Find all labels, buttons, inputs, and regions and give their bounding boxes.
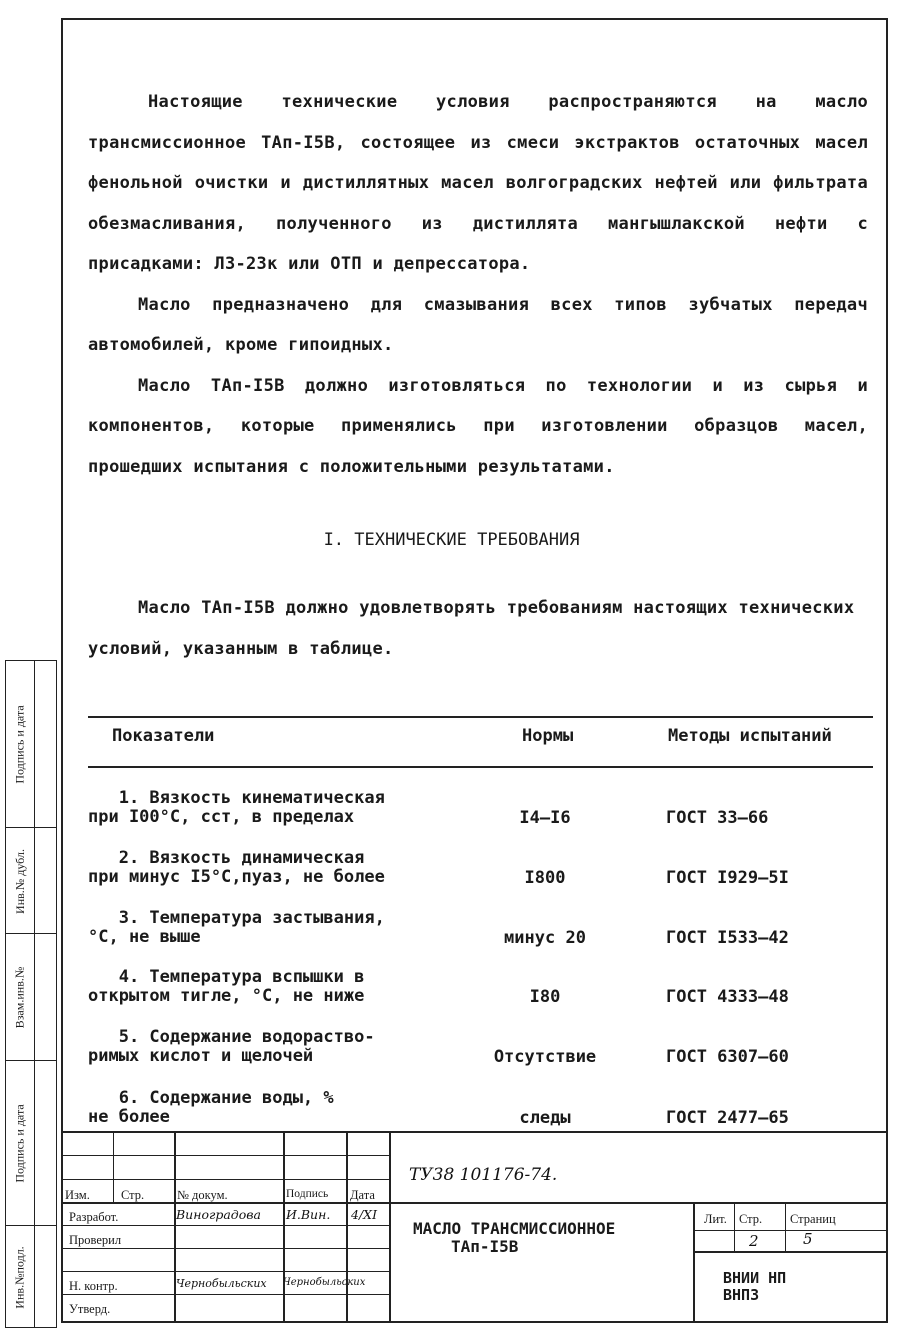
table-row-name: 5. Содержание водораство- римых кислот и щелочей bbox=[88, 1027, 375, 1066]
product-title-line-2: ТАп-I5В bbox=[451, 1237, 519, 1256]
stamp-line bbox=[61, 1155, 389, 1156]
stamp-line bbox=[174, 1131, 176, 1323]
table-row-norm: I800 bbox=[524, 868, 566, 888]
stamp-line bbox=[61, 1225, 389, 1226]
table-row-norm: I4–I6 bbox=[519, 808, 571, 828]
col-header-change: Изм. bbox=[65, 1188, 90, 1202]
intro-paragraph-1: Настоящие технические условия распространяются на масло трансмиссионное ТАп-I5В, состоящее из смеси экстрактов остаточных масел фенольной очистки и дистиллятных масел волгоградских нефтей или фильтрата обезмасливания, полученного из дистиллята мангышлакской нефти с присадками: ЛЗ-23к или ОТП и депрессатора. bbox=[88, 92, 868, 274]
stamp-line bbox=[61, 1179, 389, 1180]
table-row-method: ГОСТ 4333–48 bbox=[666, 987, 789, 1007]
section-title: I. ТЕХНИЧЕСКИЕ ТРЕБОВАНИЯ bbox=[323, 530, 580, 550]
table-row-norm: минус 20 bbox=[504, 928, 586, 948]
side-label-sign-date-top: Подпись и дата bbox=[12, 705, 27, 784]
stamp-line bbox=[693, 1251, 888, 1253]
pages-label: Страниц bbox=[790, 1212, 836, 1226]
role-norm-control: Н. контр. bbox=[69, 1279, 118, 1293]
developer-name: Виноградова bbox=[176, 1207, 261, 1222]
table-row-norm: следы bbox=[519, 1108, 571, 1128]
norm-control-name: Чернобыльских bbox=[176, 1277, 267, 1290]
side-cell bbox=[6, 1226, 56, 1329]
table-row-method: ГОСТ I929–5I bbox=[666, 868, 789, 888]
stamp-line bbox=[61, 1131, 888, 1133]
organization-line-2: ВНПЗ bbox=[723, 1286, 760, 1304]
product-title-line-1: МАСЛО ТРАНСМИССИОННОЕ bbox=[413, 1219, 616, 1238]
organization-line-1: ВНИИ НП bbox=[723, 1269, 787, 1287]
col-header-sheet: Стр. bbox=[121, 1188, 145, 1202]
side-label-sign-date-bottom: Подпись и дата bbox=[12, 1104, 27, 1183]
pages-count: 5 bbox=[803, 1230, 813, 1248]
role-developer: Разработ. bbox=[69, 1210, 119, 1224]
side-cell bbox=[6, 828, 56, 934]
document-code: ТУ38 101176-74. bbox=[409, 1165, 558, 1185]
table-header-methods: Методы испытаний bbox=[668, 726, 832, 746]
side-label-vzam-inv: Взам.инв.№ bbox=[12, 966, 27, 1029]
stamp-line bbox=[389, 1131, 391, 1323]
table-header-indicators: Показатели bbox=[112, 726, 215, 746]
intro-paragraph-3: Масло ТАп-I5В должно изготовляться по технологии и из сырья и компонентов, которые применялись при изготовлении образцов масел, прошедших испытания с положительными результатами. bbox=[88, 375, 868, 477]
page-number: 2 bbox=[749, 1232, 759, 1250]
side-label-inv-dubl: Инв.№ дубл. bbox=[12, 848, 27, 914]
stamp-line bbox=[346, 1131, 348, 1323]
table-row-norm: I80 bbox=[529, 987, 561, 1007]
role-approved: Утверд. bbox=[69, 1302, 111, 1316]
table-row-method: ГОСТ 2477–65 bbox=[666, 1108, 789, 1128]
table-header-rule bbox=[88, 766, 873, 768]
table-row-method: ГОСТ 6307–60 bbox=[666, 1047, 789, 1067]
table-row-name: 3. Температура застывания, °С, не выше bbox=[88, 908, 385, 947]
stamp-line bbox=[113, 1131, 114, 1203]
table-header-norms: Нормы bbox=[522, 726, 574, 746]
stamp-line bbox=[785, 1204, 786, 1252]
table-row-method: ГОСТ I533–42 bbox=[666, 928, 789, 948]
side-cell bbox=[6, 661, 56, 828]
page-label: Стр. bbox=[739, 1212, 763, 1226]
stamp-line bbox=[61, 1294, 389, 1295]
intro-text bbox=[88, 82, 868, 487]
table-row-name: 2. Вязкость динамическая при минус I5°С,пуаз, не более bbox=[88, 848, 385, 887]
stamp-line bbox=[734, 1204, 735, 1252]
role-checked: Проверил bbox=[69, 1233, 122, 1247]
stamp-line bbox=[693, 1204, 695, 1323]
side-label-inv-podl: Инв.№подл. bbox=[12, 1246, 27, 1309]
col-header-date: Дата bbox=[350, 1188, 375, 1202]
table-row-method: ГОСТ 33–66 bbox=[666, 808, 769, 828]
lit-label: Лит. bbox=[704, 1212, 727, 1226]
stamp-line bbox=[283, 1131, 285, 1323]
stamp-line bbox=[61, 1271, 389, 1272]
side-column bbox=[5, 660, 57, 1328]
requirements-text: Масло ТАп-I5В должно удовлетворять требованиям настоящих технических условий, указанным в таблице. bbox=[88, 598, 855, 659]
intro-paragraph-2: Масло предназначено для смазывания всех типов зубчатых передач автомобилей, кроме гипоидных. bbox=[88, 294, 868, 355]
stamp-line bbox=[693, 1230, 888, 1231]
title-block bbox=[61, 1131, 888, 1323]
developer-date: 4/XI bbox=[351, 1207, 378, 1222]
side-cell bbox=[6, 1061, 56, 1226]
developer-signature: И.Вин. bbox=[286, 1207, 331, 1222]
stamp-line bbox=[61, 1248, 389, 1249]
table-top-rule bbox=[88, 716, 873, 718]
table-row-name: 4. Температура вспышки в открытом тигле, °С, не ниже bbox=[88, 967, 365, 1006]
table-row-norm: Отсутствие bbox=[493, 1047, 597, 1067]
col-header-doc-number: № докум. bbox=[177, 1188, 228, 1202]
norm-control-signature: Чернобыльских bbox=[283, 1277, 366, 1288]
col-header-signature: Подпись bbox=[286, 1188, 329, 1200]
table-row-name: 1. Вязкость кинематическая при I00°С, сст, в пределах bbox=[88, 788, 385, 827]
table-row-name: 6. Содержание воды, % не более bbox=[88, 1088, 334, 1127]
side-cell bbox=[6, 934, 56, 1061]
